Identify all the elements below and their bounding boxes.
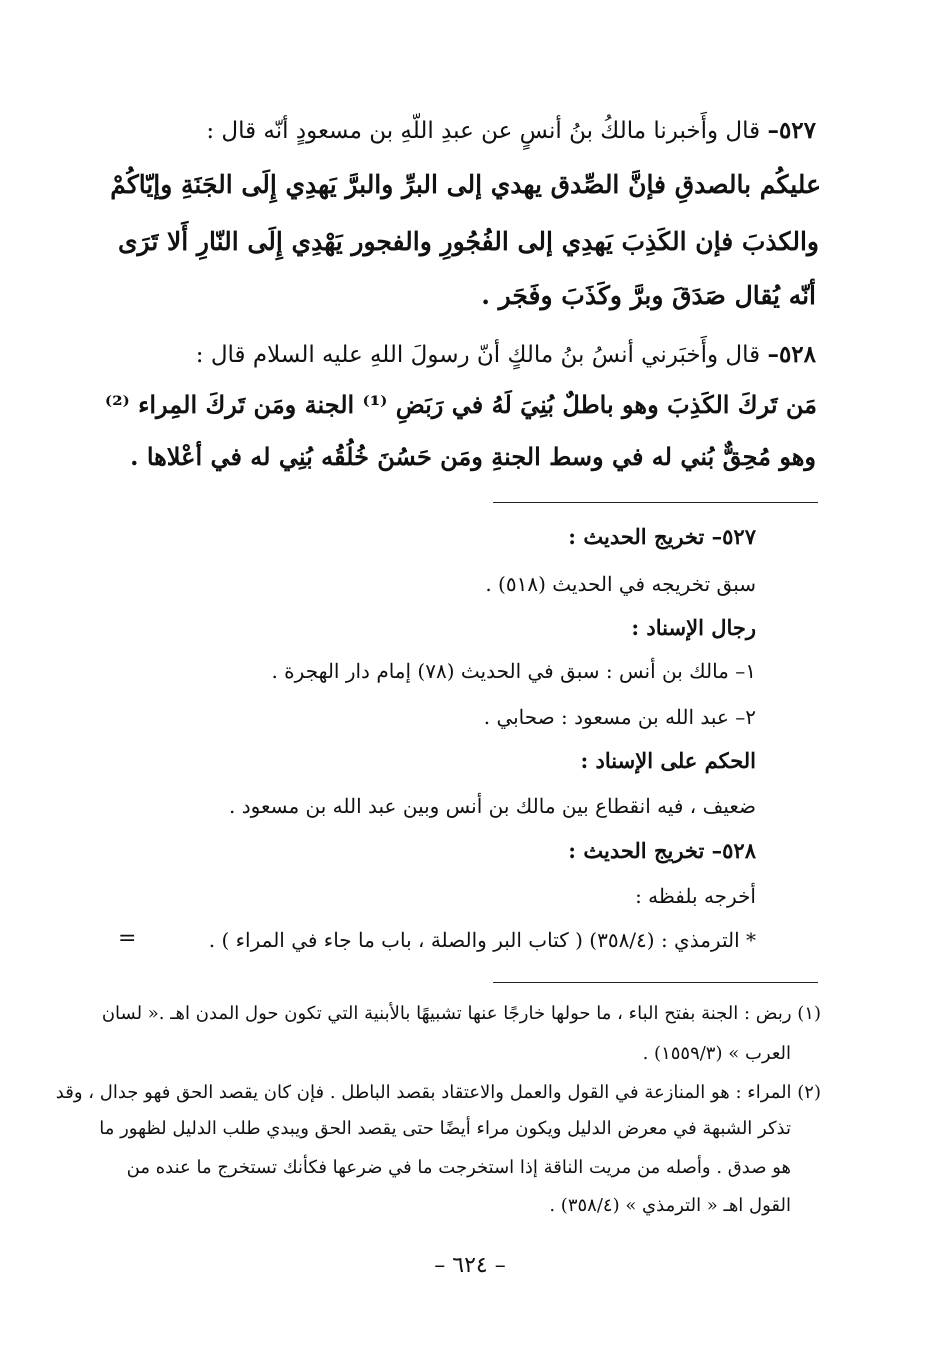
footnote-line: تذكر الشبهة في معرض الدليل ويكون مراء أيضًا حتى يقصد الحق ويبدي طلب الدليل لظهور ما bbox=[99, 1118, 791, 1139]
hadith-528-intro-line bbox=[196, 341, 816, 368]
rijal-item: ٢– عبد الله بن مسعود : صحابي . bbox=[483, 705, 756, 729]
footnote-line: (١) ربض : الجنة بفتح الباء ، ما حولها خارجًا عنها تشبيهًا بالأبنية التي تكون حول المدن اهـ .« لسان bbox=[101, 1003, 821, 1024]
takhrij-528-text: أخرجه بلفظه : bbox=[635, 884, 756, 908]
footnote-line: القول اهـ « الترمذي » (٣٥٨/٤) . bbox=[549, 1195, 791, 1216]
footnote-line: (٢) المراء : هو المنازعة في القول والعمل والاعتقاد بقصد الباطل . فإن كان يقصد الحق فهو جدال ، وقد bbox=[55, 1082, 821, 1103]
takhrij-527-text: سبق تخريجه في الحديث (٥١٨) . bbox=[485, 572, 756, 596]
rijal-item: ١– مالك بن أنس : سبق في الحديث (٧٨) إمام دار الهجرة . bbox=[271, 659, 756, 683]
rijal-heading: رجال الإسناد : bbox=[631, 615, 756, 640]
takhrij-528-heading: ٥٢٨– تخريج الحديث : bbox=[568, 838, 756, 863]
hadith-intro: قال وأَخبرنا مالكُ بنُ أنسٍ عن عبدِ اللّهِ بن مسعودٍ أنّه قال : bbox=[206, 118, 768, 144]
page-number: – ٦٢٤ – bbox=[434, 1253, 506, 1278]
takhrij-528-source: * الترمذي : (٣٥٨/٤) ( كتاب البر والصلة ، باب ما جاء في المراء ) . bbox=[208, 928, 756, 952]
hukm-text: ضعيف ، فيه انقطاع بين مالك بن أنس وبين عبد الله بن مسعود . bbox=[229, 794, 756, 818]
hadith-intro: قال وأَخبَرني أنسُ بنُ مالكٍ أنّ رسولَ اللهِ عليه السلام قال : bbox=[195, 342, 768, 368]
section-separator bbox=[493, 502, 818, 503]
footnote-line: هو صدق . وأصله من مريت الناقة إذا استخرجت ما في ضرعها فكأنك تستخرج ما عنده من bbox=[126, 1157, 791, 1178]
continuation-mark: = bbox=[118, 926, 137, 951]
footnote-separator bbox=[493, 982, 818, 983]
hadith-527-matn-line: عليكُم بالصدقِ فإنَّ الصِّدق يهدي إلى البرِّ والبرَّ يَهدِي إِلَى الجَنَةِ وإيّاكُمْ bbox=[110, 170, 821, 199]
hadith-527-matn-line: أنّه يُقال صَدَقَ وبرَّ وكَذَبَ وفَجَر . bbox=[481, 281, 816, 310]
takhrij-527-heading: ٥٢٧– تخريج الحديث : bbox=[568, 524, 756, 549]
hadith-number: ٥٢٧– bbox=[767, 117, 816, 144]
hadith-528-matn-line: مَن تَركَ الكَذِبَ وهو باطلٌ بُنِيَ لَهُ في رَبَضِ ⁽¹⁾ الجنة ومَن تَركَ المِراء ⁽²⁾ bbox=[104, 390, 817, 419]
hukm-heading: الحكم على الإسناد : bbox=[580, 748, 756, 773]
hadith-527-matn-line: والكذبَ فإن الكَذِبَ يَهدِي إلى الفُجُورِ والفجور يَهْدِي إِلَى النّارِ أَلا تَرَى bbox=[117, 227, 819, 256]
hadith-528-matn-line: وهو مُحِقٌّ بُني له في وسط الجنةِ ومَن حَسُنَ خُلُقُه بُنِي له في أعْلاها . bbox=[130, 442, 816, 471]
footnote-line: العرب » (١٥٥٩/٣) . bbox=[642, 1043, 791, 1064]
hadith-527-intro-line bbox=[206, 117, 816, 144]
hadith-number: ٥٢٨– bbox=[767, 341, 816, 368]
